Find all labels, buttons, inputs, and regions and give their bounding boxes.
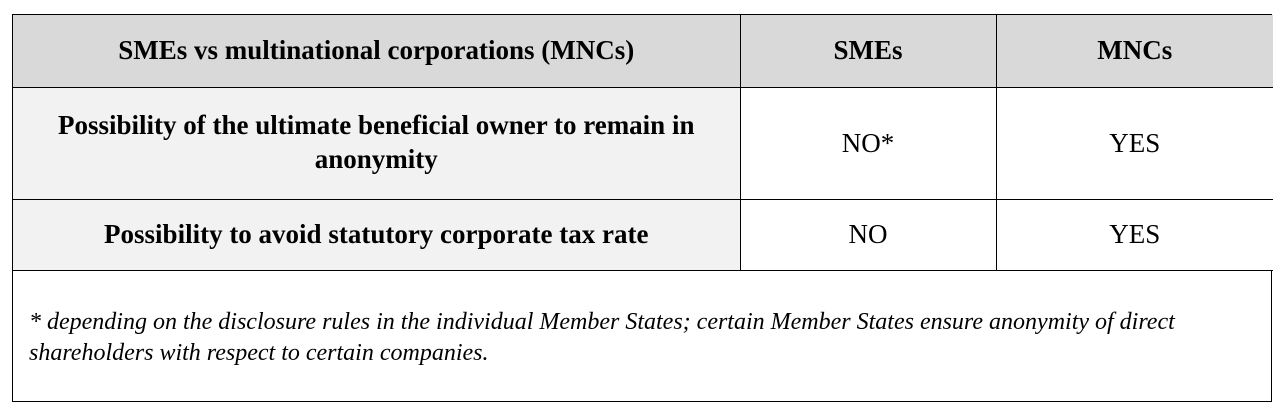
footnote-text: * depending on the disclosure rules in the individual Member States; certain Member States ensure anonymity of direct shareholders with respect to certain companies. xyxy=(29,309,1175,367)
comparison-table xyxy=(13,15,1273,271)
header-comparison: SMEs vs multinational corporations (MNCs) xyxy=(13,15,740,87)
row-label-tax-rate: Possibility to avoid statutory corporate tax rate xyxy=(13,199,740,270)
table-row xyxy=(13,87,1273,199)
header-smes: SMEs xyxy=(740,15,996,87)
table-header-row xyxy=(13,15,1273,87)
table-row xyxy=(13,199,1273,270)
comparison-table-frame xyxy=(12,14,1272,402)
cell-mncs-tax-rate: YES xyxy=(996,199,1273,270)
cell-mncs-anonymity: YES xyxy=(996,87,1273,199)
cell-smes-tax-rate: NO xyxy=(740,199,996,270)
header-mncs: MNCs xyxy=(996,15,1273,87)
row-label-anonymity: Possibility of the ultimate beneficial owner to remain in anonymity xyxy=(13,87,740,199)
cell-smes-anonymity: NO* xyxy=(740,87,996,199)
